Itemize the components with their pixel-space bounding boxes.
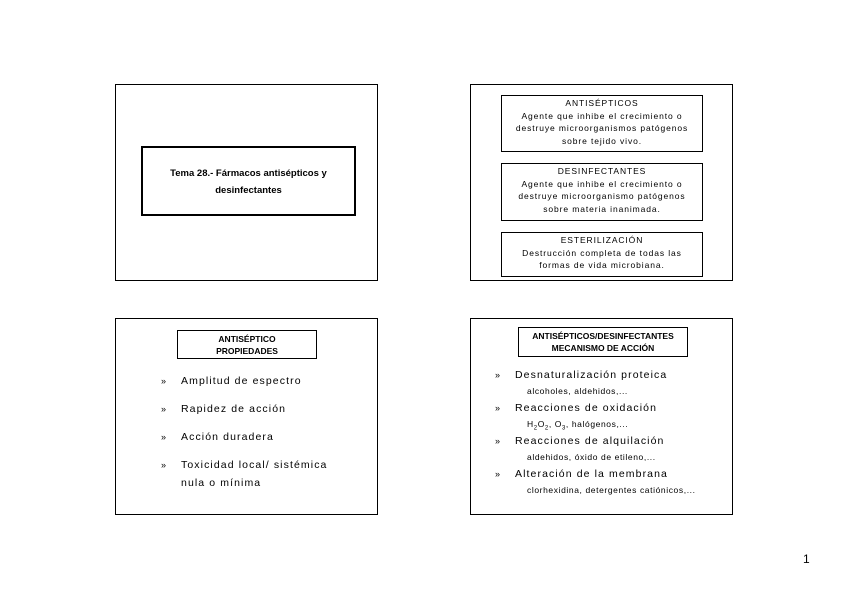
- bullet-icon: »: [161, 460, 165, 470]
- slide-2: [470, 84, 733, 281]
- definition-title: DESINFECTANTES: [557, 166, 647, 176]
- list-item: [161, 456, 328, 492]
- definition-desinfectantes: [501, 163, 703, 221]
- definition-esterilizacion: [501, 232, 703, 277]
- list-item-label: Rapidez de acción: [181, 403, 287, 415]
- list-item-label: Reacciones de alquilación: [515, 435, 665, 447]
- definition-line: sobre tejido vivo.: [562, 135, 642, 146]
- title-line-2: desinfectantes: [215, 185, 282, 196]
- heading-line-2: MECANISMO DE ACCIÓN: [551, 343, 655, 353]
- presentation-title: [141, 146, 356, 216]
- title-line-1: Tema 28.- Fármacos antisépticos y: [170, 168, 327, 179]
- slide-3: [115, 318, 378, 515]
- slide-1: [115, 84, 378, 281]
- list-item-detail: alcoholes, aldehidos,...: [527, 386, 628, 396]
- mechanism-list: [471, 319, 732, 514]
- list-item-label: Reacciones de oxidación: [515, 402, 658, 414]
- definition-line: Agente que inhibe el crecimiento o: [521, 110, 683, 121]
- bullet-icon: »: [495, 469, 499, 479]
- list-item-label: Acción duradera: [181, 431, 274, 443]
- list-item: [495, 399, 658, 436]
- list-item-detail: clorhexidina, detergentes catiónicos,...: [527, 485, 696, 495]
- list-item: [495, 432, 665, 464]
- list-item: [495, 366, 668, 398]
- list-item: [161, 400, 287, 418]
- heading-line-1: ANTISÉPTICO: [218, 334, 276, 344]
- definition-line: destruye microorganismo patógenos: [518, 191, 686, 202]
- bullet-icon: »: [495, 370, 499, 380]
- list-item: [161, 428, 274, 446]
- definition-line: sobre materia inanimada.: [543, 203, 661, 214]
- bullet-icon: »: [161, 432, 165, 442]
- heading-line-1: ANTISÉPTICOS/DESINFECTANTES: [532, 331, 674, 341]
- list-item-label: Toxicidad local/ sistémica: [181, 459, 328, 471]
- bullet-icon: »: [161, 404, 165, 414]
- definition-line: destruye microorganismos patógenos: [515, 123, 689, 134]
- list-item-label: Desnaturalización proteica: [515, 369, 668, 381]
- page-number: 1: [803, 552, 810, 566]
- definition-title: ANTISÉPTICOS: [565, 98, 639, 108]
- definition-line: Agente que inhibe el crecimiento o: [521, 178, 683, 189]
- bullet-icon: »: [161, 376, 165, 386]
- list-item: [495, 465, 696, 497]
- list-item: [161, 372, 302, 390]
- list-item-label-cont: nula o mínima: [181, 477, 262, 489]
- bullet-icon: »: [495, 403, 499, 413]
- list-item-label: Amplitud de espectro: [181, 375, 302, 387]
- list-item-label: Alteración de la membrana: [515, 468, 668, 480]
- list-item-detail: $H_2O_2$, $O_3$, halógenos,...: [527, 419, 629, 432]
- slide-4: [470, 318, 733, 515]
- heading-line-2: PROPIEDADES: [216, 346, 278, 356]
- definition-line: Destrucción completa de todas las: [522, 247, 682, 258]
- definition-antisepticos: [501, 95, 703, 152]
- bullet-icon: »: [495, 436, 499, 446]
- definition-title: ESTERILIZACIÓN: [560, 235, 644, 245]
- definition-line: formas de vida microbiana.: [539, 260, 665, 271]
- properties-list: [116, 319, 377, 514]
- list-item-detail: aldehidos, óxido de etileno,...: [527, 452, 656, 462]
